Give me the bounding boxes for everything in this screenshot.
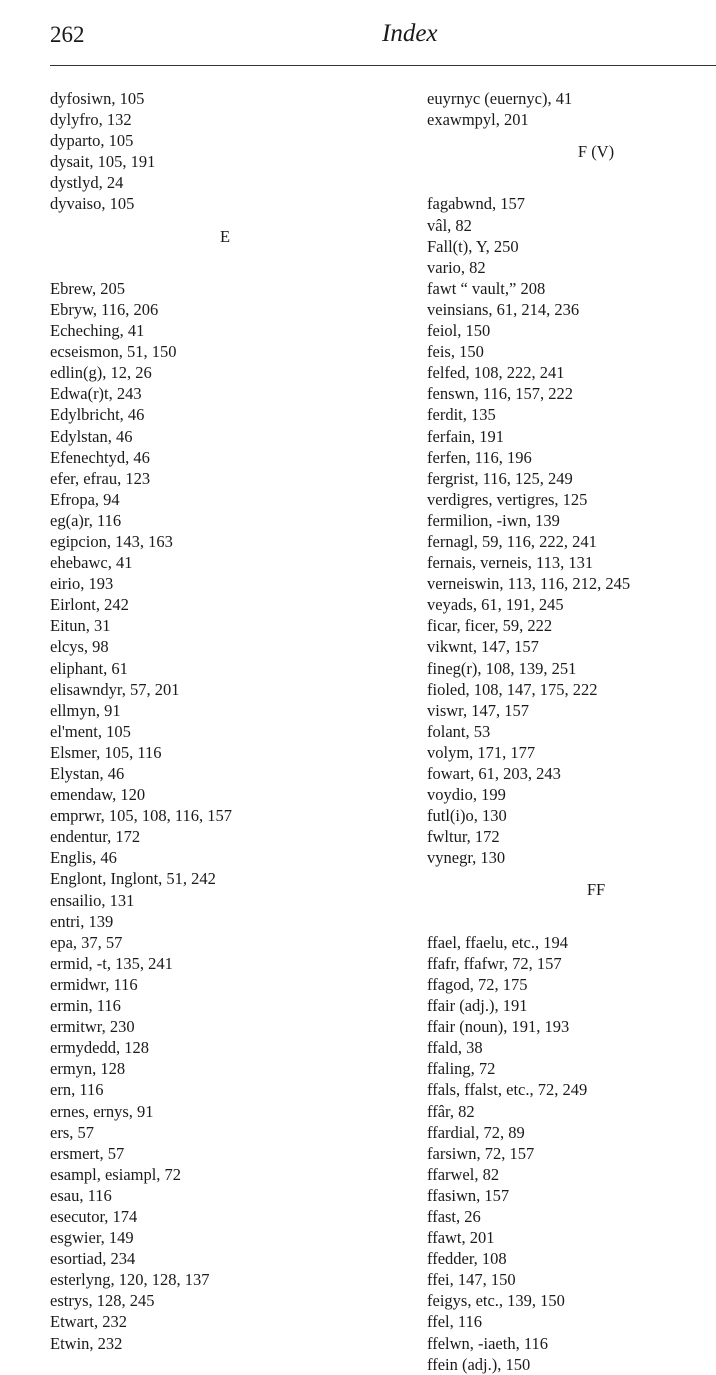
index-entry: dystlyd, 24 — [50, 173, 124, 193]
section-heading: F (V) — [577, 142, 615, 162]
index-entry: ffei, 147, 150 — [427, 1270, 516, 1290]
index-entry: feis, 150 — [427, 342, 484, 362]
index-entry: fergrist, 116, 125, 249 — [427, 468, 573, 488]
index-entry: vario, 82 — [427, 257, 486, 277]
index-entry: dylyfro, 132 — [50, 110, 132, 130]
index-entry: fawt “ vault,” 208 — [427, 278, 546, 298]
index-entry: Elsmer, 105, 116 — [50, 742, 162, 762]
index-entry: esampl, esiampl, 72 — [50, 1164, 182, 1184]
index-entry: esgwier, 149 — [50, 1228, 134, 1248]
index-entry: dyfosiwn, 105 — [50, 89, 145, 108]
index-entry: ffast, 26 — [427, 1206, 481, 1226]
index-entry: ers, 57 — [50, 1122, 94, 1142]
index-entry: ferfain, 191 — [427, 426, 504, 446]
index-entry: vâl, 82 — [427, 215, 472, 235]
index-entry: dysait, 105, 191 — [50, 152, 156, 172]
index-entry: ffelwn, -iaeth, 116 — [427, 1333, 548, 1353]
index-entry: ermydedd, 128 — [50, 1038, 149, 1058]
index-entry: entri, 139 — [50, 911, 114, 931]
index-entry: ffardial, 72, 89 — [427, 1122, 525, 1142]
index-entry: ffaling, 72 — [427, 1059, 496, 1079]
index-entry: farsiwn, 72, 157 — [427, 1143, 535, 1163]
index-entry: fwltur, 172 — [427, 827, 500, 847]
index-entry: vikwnt, 147, 157 — [427, 637, 539, 657]
index-entry: ficar, ficer, 59, 222 — [427, 616, 553, 636]
index-entry: egipcion, 143, 163 — [50, 531, 173, 551]
page-number: 262 — [50, 22, 85, 47]
index-entry: dyparto, 105 — [50, 131, 134, 151]
index-entry: felfed, 108, 222, 241 — [427, 363, 565, 383]
index-entry: ehebawc, 41 — [50, 553, 133, 573]
section-heading: FF — [586, 880, 606, 900]
index-entry: ffair (adj.), 191 — [427, 996, 528, 1016]
index-entry: edlin(g), 12, 26 — [50, 363, 152, 383]
index-entry: ffald, 38 — [427, 1038, 483, 1058]
index-entry: esecutor, 174 — [50, 1206, 138, 1226]
index-entry: dyvaiso, 105 — [50, 194, 135, 214]
index-entry: Eirlont, 242 — [50, 595, 129, 615]
index-entry: Edylstan, 46 — [50, 426, 133, 446]
index-entry: eliphant, 61 — [50, 658, 128, 678]
index-entry: estrys, 128, 245 — [50, 1291, 155, 1311]
index-entry: ensailio, 131 — [50, 890, 135, 910]
index-entry: ernes, ernys, 91 — [50, 1101, 154, 1121]
index-entry: eirio, 193 — [50, 574, 114, 594]
index-entry: Etwart, 232 — [50, 1312, 127, 1332]
index-entry: futl(i)o, 130 — [427, 806, 507, 826]
index-entry: eg(a)r, 116 — [50, 510, 122, 530]
index-entry: euyrnyc (euernyc), 41 — [427, 89, 573, 108]
index-entry: ffasiwn, 157 — [427, 1185, 510, 1205]
index-entry: epa, 37, 57 — [50, 932, 123, 952]
index-entry: voydio, 199 — [427, 785, 506, 805]
index-entry: ferdit, 135 — [427, 405, 496, 425]
index-entry: Englis, 46 — [50, 848, 117, 868]
index-entry: feiol, 150 — [427, 321, 491, 341]
index-entry: fioled, 108, 147, 175, 222 — [427, 679, 598, 699]
index-entry: fagabwnd, 157 — [427, 194, 526, 214]
index-entry: el'ment, 105 — [50, 721, 131, 741]
index-entry: esortiad, 234 — [50, 1249, 136, 1269]
index-column-left — [50, 88, 400, 1354]
index-entry: esterlyng, 120, 128, 137 — [50, 1270, 210, 1290]
index-entry: fernagl, 59, 116, 222, 241 — [427, 531, 597, 551]
index-entry: Fall(t), Y, 250 — [427, 236, 519, 256]
index-entry: Edwa(r)t, 243 — [50, 384, 142, 404]
index-entry: ellmyn, 91 — [50, 700, 121, 720]
index-entry: ffawt, 201 — [427, 1228, 495, 1248]
index-entry: efer, efrau, 123 — [50, 468, 151, 488]
index-entry: exawmpyl, 201 — [427, 110, 529, 130]
index-entry: ern, 116 — [50, 1080, 104, 1100]
index-entry: verdigres, vertigres, 125 — [427, 489, 588, 509]
index-entry: ffael, ffaelu, etc., 194 — [427, 932, 568, 952]
header-rule — [50, 65, 716, 66]
index-entry: Efropa, 94 — [50, 489, 120, 509]
index-entry: Etwin, 232 — [50, 1333, 123, 1353]
index-entry: feigys, etc., 139, 150 — [427, 1291, 565, 1311]
index-entry: ffals, ffalst, etc., 72, 249 — [427, 1080, 588, 1100]
index-entry: fermilion, -iwn, 139 — [427, 510, 560, 530]
index-entry: Englont, Inglont, 51, 242 — [50, 869, 216, 889]
index-entry: elisawndyr, 57, 201 — [50, 679, 180, 699]
running-title: Index — [382, 20, 438, 47]
index-entry: ffedder, 108 — [427, 1249, 507, 1269]
index-entry: endentur, 172 — [50, 827, 141, 847]
index-entry: fenswn, 116, 157, 222 — [427, 384, 574, 404]
index-entry: ffein (adj.), 150 — [427, 1354, 531, 1374]
index-entry: Ebrew, 205 — [50, 278, 125, 298]
index-entry: ermyn, 128 — [50, 1059, 126, 1079]
index-entry: ermitwr, 230 — [50, 1017, 135, 1037]
index-entry: volym, 171, 177 — [427, 742, 536, 762]
index-entry: veyads, 61, 191, 245 — [427, 595, 564, 615]
index-entry: ferfen, 116, 196 — [427, 447, 532, 467]
index-entry: ffel, 116 — [427, 1312, 482, 1332]
index-entry: elcys, 98 — [50, 637, 109, 657]
index-entry: ffafr, ffafwr, 72, 157 — [427, 953, 562, 973]
index-entry: fowart, 61, 203, 243 — [427, 764, 561, 783]
index-entry: esau, 116 — [50, 1185, 112, 1205]
index-entry: viswr, 147, 157 — [427, 700, 530, 720]
index-entry: vynegr, 130 — [427, 848, 506, 868]
index-column-right — [427, 88, 716, 1375]
index-entry: ermidwr, 116 — [50, 974, 138, 994]
index-entry: emendaw, 120 — [50, 785, 146, 805]
index-entry: folant, 53 — [427, 721, 491, 741]
index-entry: ffarwel, 82 — [427, 1164, 500, 1184]
index-entry: fernais, verneis, 113, 131 — [427, 553, 594, 573]
index-entry: Echeching, 41 — [50, 321, 145, 341]
index-entry: Ebryw, 116, 206 — [50, 299, 159, 319]
index-entry: Edylbricht, 46 — [50, 405, 145, 425]
section-heading: E — [219, 226, 231, 246]
index-entry: veinsians, 61, 214, 236 — [427, 299, 580, 319]
index-entry: verneiswin, 113, 116, 212, 245 — [427, 574, 631, 594]
index-entry: ffair (noun), 191, 193 — [427, 1017, 570, 1037]
index-entry: fineg(r), 108, 139, 251 — [427, 658, 577, 678]
index-entry: Eitun, 31 — [50, 616, 111, 636]
index-entry: ecseismon, 51, 150 — [50, 342, 177, 362]
index-entry: ffagod, 72, 175 — [427, 974, 528, 994]
index-entry: Elystan, 46 — [50, 764, 125, 783]
index-entry: ffâr, 82 — [427, 1101, 475, 1121]
index-entry: emprwr, 105, 108, 116, 157 — [50, 806, 233, 826]
index-entry: ersmert, 57 — [50, 1143, 125, 1163]
index-entry: Efenechtyd, 46 — [50, 447, 150, 467]
index-entry: ermid, -t, 135, 241 — [50, 953, 173, 973]
index-entry: ermin, 116 — [50, 996, 121, 1016]
